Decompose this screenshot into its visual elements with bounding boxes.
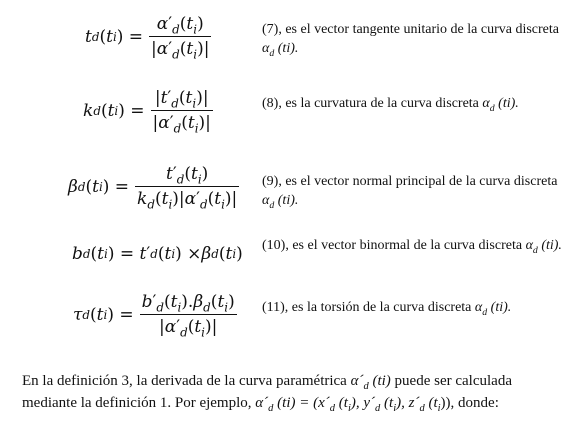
equation-7-formula: t d ( t i ) = $\frac{\alpha'_d(t_i)}{|\alpha'_d(t_i)|}$ bbox=[85, 14, 210, 62]
equation-8-fraction: $\frac{|t'_d(t_i)|}{|\alpha'_d(t_i)|}$ bbox=[152, 88, 211, 136]
equation-row-11 bbox=[0, 292, 569, 342]
equation-9-formula: β d ( t i ) = $\frac{t'_d(t_i)}{k_d(t_i)|\alpha'_d(t_i)|}$ bbox=[68, 164, 238, 212]
equation-11-description: (11), es la torsión de la curva discreta $\alpha_d$ (ti). bbox=[262, 300, 512, 318]
equation-10-formula: b d ( t i ) = t ′ d ( t i ) × β d ( t i ) bbox=[72, 244, 243, 264]
equation-8-description: (8), es la curvatura de la curva discreta $\alpha_d$ (ti). bbox=[262, 96, 519, 114]
equation-row-9 bbox=[0, 164, 569, 214]
equation-row-8 bbox=[0, 88, 569, 138]
equation-9-fraction: $\frac{t'_d(t_i)}{k_d(t_i)|\alpha'_d(t_i)|}$ bbox=[137, 164, 238, 212]
equation-7-description: (7), es el vector tangente unitario de la curva discreta $\alpha_d$ (ti). bbox=[262, 22, 559, 59]
equation-row-7 bbox=[0, 14, 569, 64]
equation-9-description: (9), es el vector normal principal de la curva discreta $\alpha_d$ (ti). bbox=[262, 174, 558, 211]
equation-10-description: (10), es el vector binormal de la curva discreta $\alpha_d$ (ti). bbox=[262, 238, 562, 256]
equation-row-10 bbox=[0, 236, 569, 276]
equation-11-formula: τ d ( t i ) = $\frac{b'_d(t_i).\beta_d(t_i)}{|\alpha'_d(t_i)|}$ bbox=[73, 292, 235, 340]
equation-11-fraction: $\frac{b'_d(t_i).\beta_d(t_i)}{|\alpha'_d(t_i)|}$ bbox=[141, 292, 235, 340]
equation-7-fraction: $\frac{\alpha'_d(t_i)}{|\alpha'_d(t_i)|}$ bbox=[151, 14, 210, 62]
body-paragraph: En la definición 3, la derivada de la curva paramétrica $\alpha´_d$ (ti) puede ser calculada mediante la definición 1. Por ejemplo, $\alpha´_d$ $(ti) = (x´_d$ $(t_i)$, $y´_d$ $(t_i)$, $z´_d$ $(t_i)$), donde: bbox=[22, 373, 512, 414]
equation-8-formula: k d ( t i ) = $\frac{|t'_d(t_i)|}{|\alpha'_d(t_i)|}$ bbox=[83, 88, 211, 136]
